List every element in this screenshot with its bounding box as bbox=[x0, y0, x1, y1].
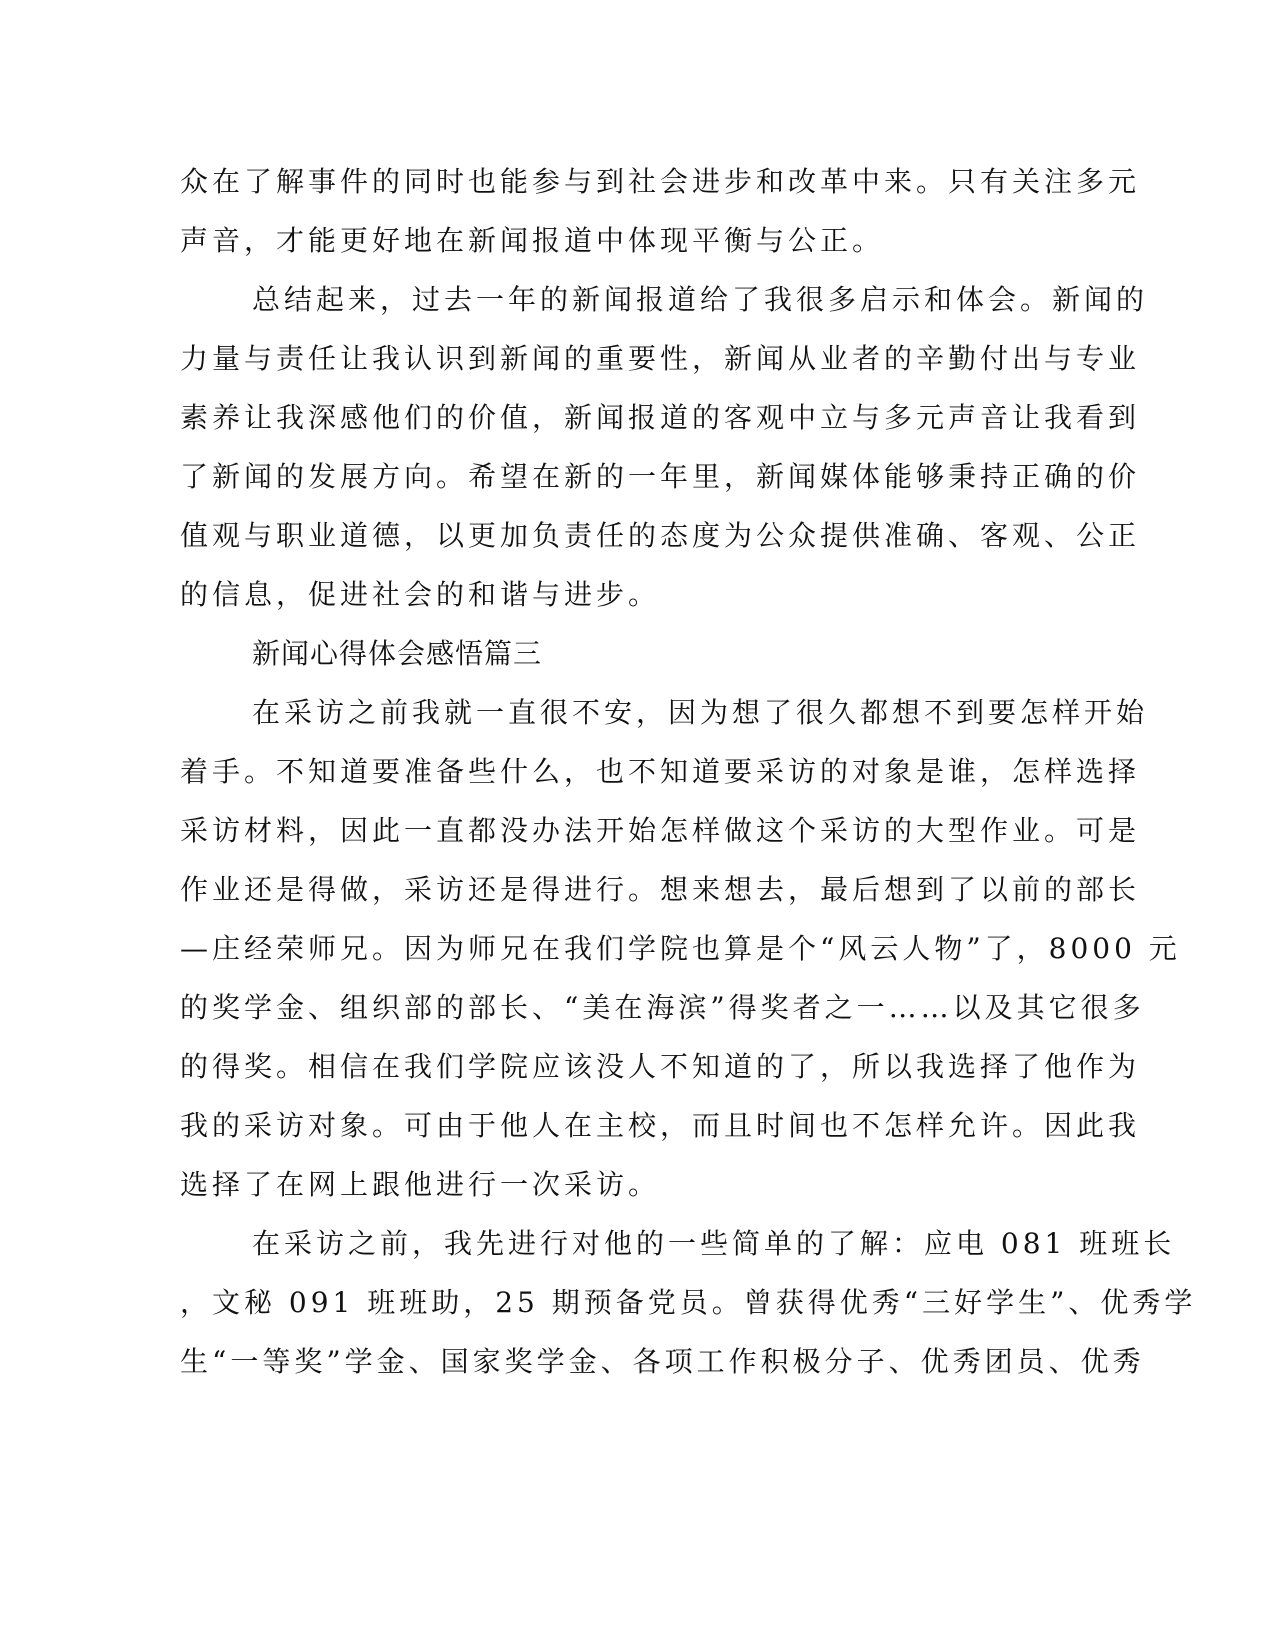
text-line: 了新闻的发展方向。希望在新的一年里，新闻媒体能够秉持正确的价 bbox=[180, 460, 1141, 493]
text-line: 的信息，促进社会的和谐与进步。 bbox=[180, 578, 661, 611]
text-line: 声音，才能更好地在新闻报道中体现平衡与公正。 bbox=[180, 224, 885, 257]
text-line: 的得奖。相信在我们学院应该没人不知道的了，所以我选择了他作为 bbox=[180, 1050, 1141, 1083]
text-line: 素养让我深感他们的价值，新闻报道的客观中立与多元声音让我看到 bbox=[180, 401, 1141, 434]
text-line: 力量与责任让我认识到新闻的重要性，新闻从业者的辛勤付出与专业 bbox=[180, 342, 1141, 375]
text-line: 采访材料，因此一直都没办法开始怎样做这个采访的大型作业。可是 bbox=[180, 814, 1141, 847]
paragraph-first-line: 在采访之前，我先进行对他的一些简单的了解：应电 081 班班长 bbox=[252, 1227, 1176, 1260]
section-heading: 新闻心得体会感悟篇三 bbox=[252, 637, 543, 670]
text-line: 选择了在网上跟他进行一次采访。 bbox=[180, 1168, 661, 1201]
text-line: ，文秘 091 班班助，25 期预备党员。曾获得优秀“三好学生”、优秀学 bbox=[180, 1286, 1197, 1319]
text-line: 生“一等奖”学金、国家奖学金、各项工作积极分子、优秀团员、优秀 bbox=[180, 1345, 1145, 1378]
text-line: 着手。不知道要准备些什么，也不知道要采访的对象是谁，怎样选择 bbox=[180, 755, 1141, 788]
text-line: 我的采访对象。可由于他人在主校，而且时间也不怎样允许。因此我 bbox=[180, 1109, 1141, 1142]
text-line: —庄经荣师兄。因为师兄在我们学院也算是个“风云人物”了，8000 元 bbox=[180, 932, 1181, 965]
text-line: 值观与职业道德，以更加负责任的态度为公众提供准确、客观、公正 bbox=[180, 519, 1141, 552]
text-line: 众在了解事件的同时也能参与到社会进步和改革中来。只有关注多元 bbox=[180, 165, 1141, 198]
paragraph-first-line: 总结起来，过去一年的新闻报道给了我很多启示和体会。新闻的 bbox=[252, 283, 1149, 316]
text-line: 的奖学金、组织部的部长、“美在海滨”得奖者之一……以及其它很多 bbox=[180, 991, 1145, 1024]
text-line: 作业还是得做，采访还是得进行。想来想去，最后想到了以前的部长 bbox=[180, 873, 1141, 906]
paragraph-first-line: 在采访之前我就一直很不安，因为想了很久都想不到要怎样开始 bbox=[252, 696, 1149, 729]
